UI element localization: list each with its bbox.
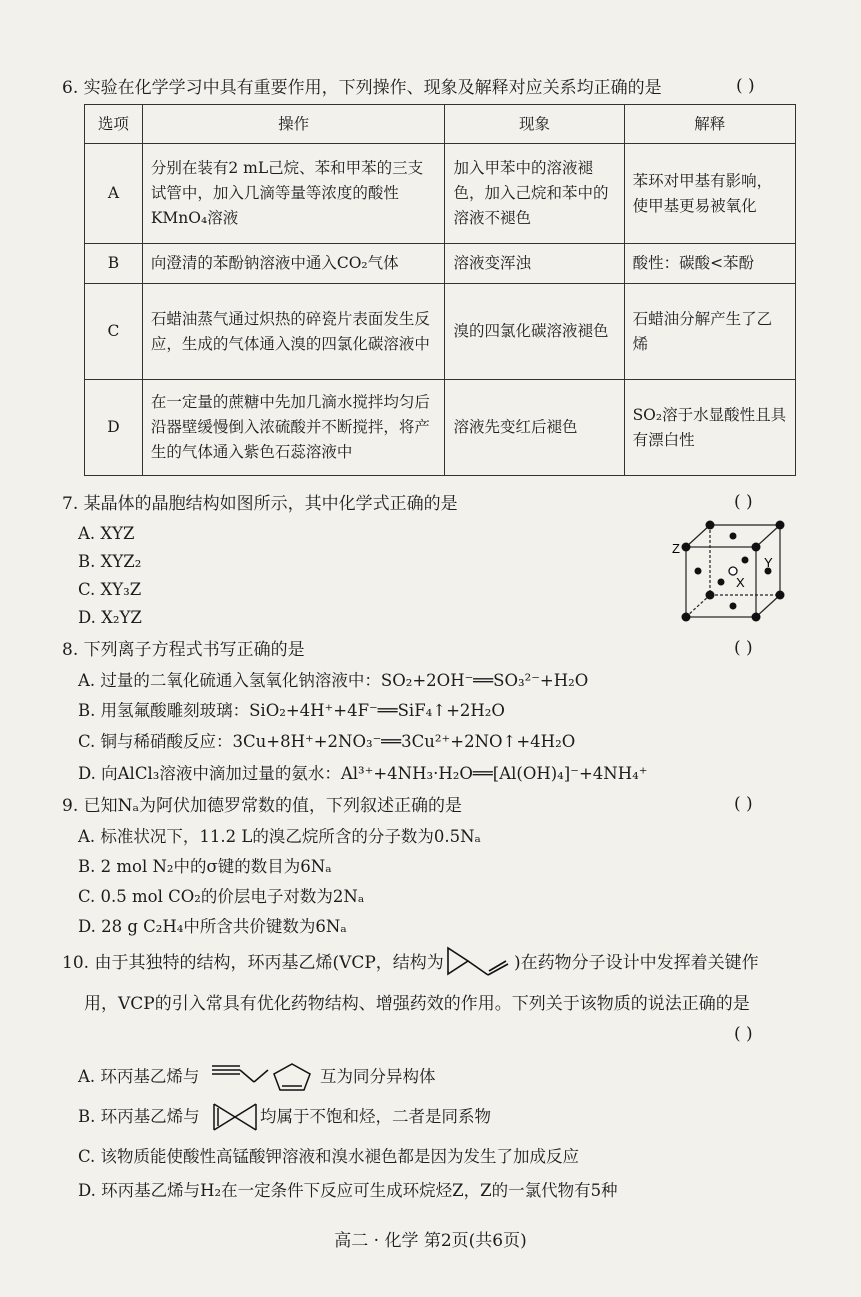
face-atom — [695, 568, 702, 575]
q6-stem: 6. 实验在化学学习中具有重要作用，下列操作、现象及解释对应关系均正确的是 — [62, 78, 662, 98]
corner-atom — [706, 521, 715, 530]
q9-option-d: D. 28 g C₂H₄中所含共价键数为6Nₐ — [78, 917, 347, 936]
unit-cell-diagram — [672, 515, 792, 635]
q10-option-a-part1: A. 环丙基乙烯与 — [78, 1067, 200, 1086]
q10-stem-part2: )在药物分子设计中发挥着关键作 — [514, 953, 759, 973]
row-phenomenon: 溴的四氯化碳溶液褪色 — [445, 284, 624, 380]
q7-stem: 7. 某晶体的晶胞结构如图所示，其中化学式正确的是 — [62, 494, 458, 514]
corner-atom — [682, 613, 691, 622]
q9-stem: 9. 已知Nₐ为阿伏加德罗常数的值，下列叙述正确的是 — [62, 796, 463, 816]
q8-option-d: D. 向AlCl₃溶液中滴加过量的氨水：Al³⁺+4NH₃·H₂O══[Al(OH)₄]⁻+4NH₄⁺ — [78, 764, 648, 783]
row-operation: 在一定量的蔗糖中先加几滴水搅拌均匀后沿器壁缓慢倒入浓硫酸并不断搅拌，将产生的气体通入紫色石蕊溶液中 — [142, 380, 445, 476]
row-explanation: 酸性：碳酸<苯酚 — [624, 244, 795, 284]
q7-option-c: C. XY₃Z — [78, 580, 142, 599]
q8-option-b: B. 用氢氟酸雕刻玻璃：SiO₂+4H⁺+4F⁻══SiF₄↑+2H₂O — [78, 701, 505, 720]
table-row — [85, 144, 796, 244]
row-label: D — [85, 380, 143, 476]
header-explanation: 解释 — [624, 105, 795, 144]
row-phenomenon: 加入甲苯中的溶液褪色，加入己烷和苯中的溶液不褪色 — [445, 144, 624, 244]
table-row — [85, 244, 796, 284]
corner-atom — [776, 521, 785, 530]
q10-option-b-part1: B. 环丙基乙烯与 — [78, 1107, 200, 1126]
q10-answer-paren: ( ) — [734, 1024, 753, 1044]
q10-stem-part3: 用，VCP的引入常具有优化药物结构、增强药效的作用。下列关于该物质的说法正确的是 — [84, 994, 750, 1014]
header-option: 选项 — [85, 105, 143, 144]
row-operation: 向澄清的苯酚钠溶液中通入CO₂气体 — [142, 244, 445, 284]
alkyne-and-cyclopentene-icon — [210, 1060, 320, 1094]
q9-option-a: A. 标准状况下，11.2 L的溴乙烷所含的分子数为0.5Nₐ — [78, 827, 481, 846]
q10-option-a-part2: 互为同分异构体 — [320, 1067, 436, 1086]
q6-table — [84, 104, 796, 476]
corner-atom — [682, 543, 691, 552]
page-footer: 高二 · 化学 第2页(共6页) — [334, 1231, 527, 1251]
bicyclic-structure-icon — [210, 1100, 260, 1134]
q10-option-c: C. 该物质能使酸性高锰酸钾溶液和溴水褪色都是因为发生了加成反应 — [78, 1147, 580, 1166]
q9-option-b: B. 2 mol N₂中的σ键的数目为6Nₐ — [78, 857, 332, 876]
q6-answer-paren: ( ) — [736, 76, 755, 96]
row-phenomenon: 溶液变浑浊 — [445, 244, 624, 284]
face-atom — [730, 533, 737, 540]
corner-atom — [752, 613, 761, 622]
row-operation: 石蜡油蒸气通过炽热的碎瓷片表面发生反应，生成的气体通入溴的四氯化碳溶液中 — [142, 284, 445, 380]
body-center-atom — [729, 567, 737, 575]
q7-option-b: B. XYZ₂ — [78, 552, 142, 571]
label-x: X — [736, 575, 745, 590]
q9-answer-paren: ( ) — [734, 794, 753, 814]
label-y: Y — [764, 555, 773, 570]
row-operation: 分别在装有2 mL己烷、苯和甲苯的三支试管中，加入几滴等量等浓度的酸性KMnO₄溶液 — [142, 144, 445, 244]
vcp-structure-icon — [444, 940, 514, 980]
table-row — [85, 380, 796, 476]
table-row — [85, 284, 796, 380]
q7-answer-paren: ( ) — [734, 492, 753, 512]
corner-atom — [706, 591, 715, 600]
face-atom — [742, 557, 749, 564]
header-phenomenon: 现象 — [445, 105, 624, 144]
row-label: C — [85, 284, 143, 380]
row-label: A — [85, 144, 143, 244]
q7-option-a: A. XYZ — [78, 524, 135, 543]
q8-stem: 8. 下列离子方程式书写正确的是 — [62, 640, 305, 660]
row-explanation: SO₂溶于水显酸性且具有漂白性 — [624, 380, 795, 476]
row-explanation: 石蜡油分解产生了乙烯 — [624, 284, 795, 380]
face-atom — [730, 603, 737, 610]
q8-answer-paren: ( ) — [734, 638, 753, 658]
face-atom — [718, 579, 725, 586]
row-explanation: 苯环对甲基有影响，使甲基更易被氧化 — [624, 144, 795, 244]
q10-stem-part1: 10. 由于其独特的结构，环丙基乙烯(VCP，结构为 — [62, 953, 444, 973]
q7-option-d: D. X₂YZ — [78, 608, 142, 627]
q8-option-a: A. 过量的二氧化硫通入氢氧化钠溶液中：SO₂+2OH⁻══SO₃²⁻+H₂O — [78, 671, 589, 690]
table-header-row — [85, 105, 796, 144]
q10-option-d: D. 环丙基乙烯与H₂在一定条件下反应可生成环烷烃Z，Z的一氯代物有5种 — [78, 1181, 618, 1200]
row-phenomenon: 溶液先变红后褪色 — [445, 380, 624, 476]
q8-option-c: C. 铜与稀硝酸反应：3Cu+8H⁺+2NO₃⁻══3Cu²⁺+2NO↑+4H₂O — [78, 732, 576, 751]
q10-option-b-part2: 均属于不饱和烃，二者是同系物 — [260, 1107, 491, 1126]
q9-option-c: C. 0.5 mol CO₂的价层电子对数为2Nₐ — [78, 887, 365, 906]
header-operation: 操作 — [142, 105, 445, 144]
row-label: B — [85, 244, 143, 284]
corner-atom — [776, 591, 785, 600]
corner-atom — [752, 543, 761, 552]
label-z: Z — [672, 541, 680, 556]
